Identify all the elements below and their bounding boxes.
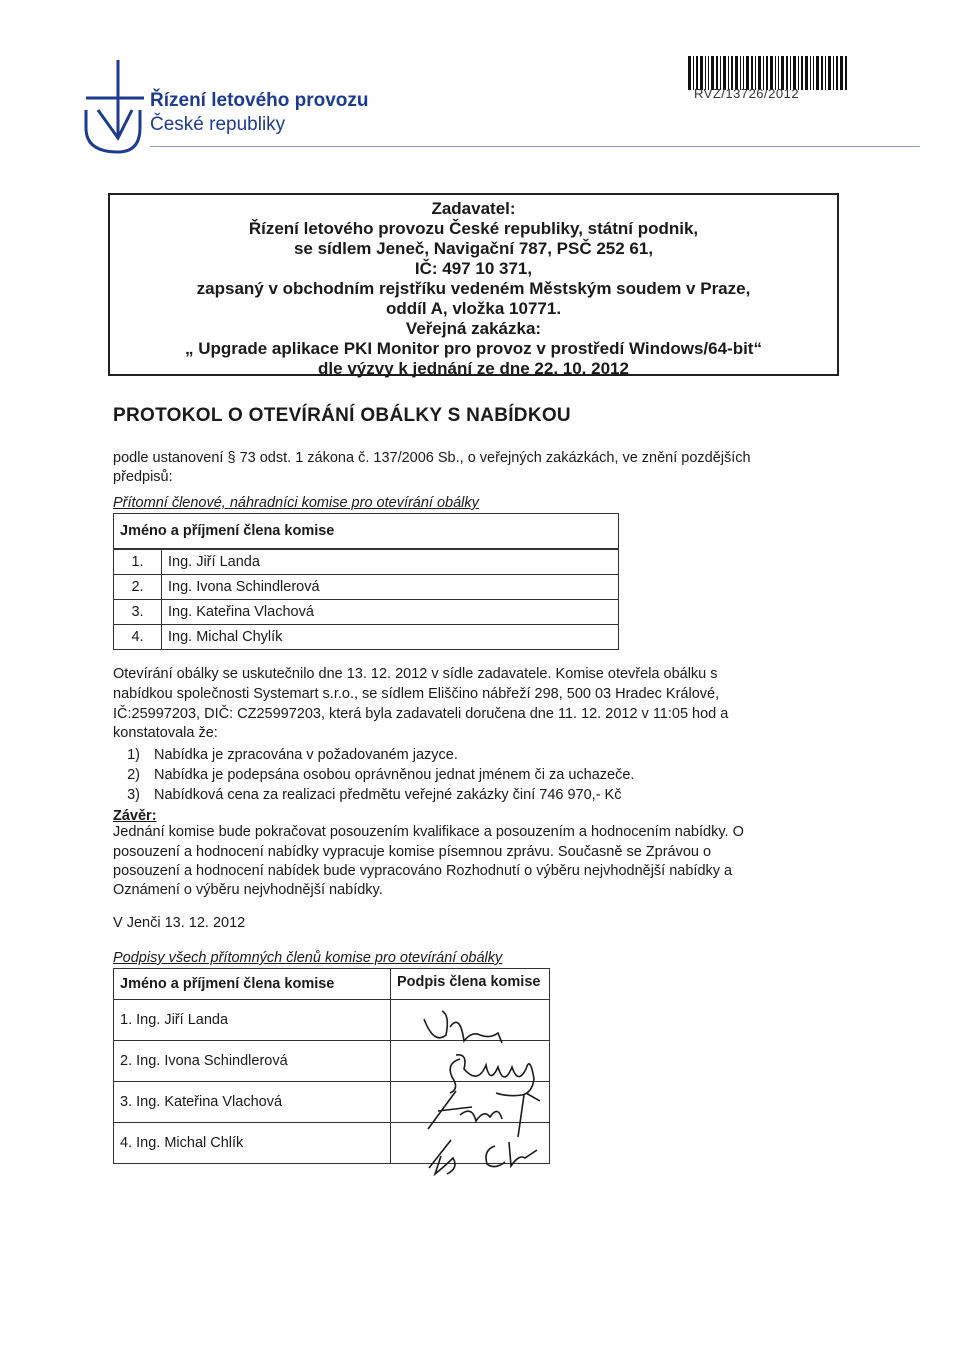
finding-num: 2) [127, 767, 140, 783]
box-line-3: se sídlem Jeneč, Navigační 787, PSČ 252 61, [293, 239, 654, 258]
members-header-cell: Jméno a příjmení člena komise [114, 514, 619, 550]
table-row [114, 600, 619, 625]
opening-line2: nabídkou společnosti Systemart s.r.o., se sídlem Eliščino nábřeží 298, 500 03 Hradec Králové, [113, 686, 720, 702]
reference-number: RVZ/13726/2012 [694, 86, 800, 101]
members-table-header [114, 514, 619, 550]
protocol-title: PROTOKOL O OTEVÍRÁNÍ OBÁLKY S NABÍDKOU [113, 405, 571, 426]
sig-member-name: 1. Ing. Jiří Landa [114, 1000, 391, 1041]
finding-num: 1) [127, 747, 140, 763]
header-rule [150, 146, 920, 147]
box-line-8: „ Upgrade aplikace PKI Monitor pro provoz v prostředí Windows/64-bit“ [185, 339, 762, 358]
conclusion-line4: Oznámení o výběru nejvhodnější nabídky. [113, 882, 383, 898]
member-name: Ing. Jiří Landa [162, 549, 619, 575]
conclusion-line3: posouzení a hodnocení nabídek bude vypracováno Rozhodnutí o výběru nejvhodnější nabídky a [113, 863, 733, 879]
member-num: 2. [114, 575, 162, 600]
opening-line4: konstatovala že: [113, 725, 218, 741]
place-date: V Jenči 13. 12. 2012 [113, 915, 246, 931]
signature-chlik [425, 1128, 545, 1180]
opening-line3: IČ:25997203, DIČ: CZ25997203, která byla zadavateli doručena dne 11. 12. 2012 v 11:05 hod a [113, 706, 729, 722]
member-name: Ing. Kateřina Vlachová [162, 600, 619, 625]
signatures-heading: Podpisy všech přítomných členů komise pro otevírání obálky [113, 950, 503, 966]
box-line-5: zapsaný v obchodním rejstříku vedeném Městským soudem v Praze, [196, 279, 751, 298]
box-line-9: dle výzvy k jednání ze dne 22. 10. 2012 [318, 359, 629, 378]
org-name-line2: České republiky [150, 114, 286, 135]
member-num: 3. [114, 600, 162, 625]
sig-col-name-header: Jméno a příjmení člena komise [114, 969, 391, 1000]
opening-line1: Otevírání obálky se uskutečnilo dne 13. 12. 2012 v sídle zadavatele. Komise otevřela obálku s [113, 666, 718, 682]
box-line-2: Řízení letového provozu České republiky, státní podnik, [248, 219, 699, 238]
table-row [114, 625, 619, 650]
finding-item-1 [118, 746, 458, 765]
conclusion-line2: posouzení a hodnocení nabídky vypracuje komise písemnou zprávu. Současně se Zprávou o [113, 844, 712, 860]
rlp-logo [82, 58, 144, 156]
box-line-6: oddíl A, vložka 10771. [385, 299, 562, 318]
barcode [688, 56, 848, 90]
finding-item-2 [118, 766, 634, 785]
member-num: 4. [114, 625, 162, 650]
members-table [113, 513, 619, 650]
table-row [114, 575, 619, 600]
org-name-line1: Řízení letového provozu [150, 90, 369, 111]
sig-col-signature-header: Podpis člena komise [391, 969, 550, 1000]
contracting-authority-box [108, 193, 839, 376]
conclusion-heading: Závěr: [113, 808, 157, 824]
box-line-7: Veřejná zakázka: [405, 319, 542, 338]
signatures-table-header [114, 969, 550, 1000]
box-line-1: Zadavatel: [431, 199, 516, 218]
law-reference-line1: podle ustanovení § 73 odst. 1 zákona č. 137/2006 Sb., o veřejných zakázkách, ve znění pozdějších [113, 450, 751, 466]
finding-text: Nabídka je podepsána osobou oprávněnou jednat jménem či za uchazeče. [154, 767, 635, 783]
box-line-4: IČ: 497 10 371, [414, 259, 533, 278]
member-num: 1. [114, 549, 162, 575]
sig-member-name: 3. Ing. Kateřina Vlachová [114, 1082, 391, 1123]
finding-text: Nabídková cena za realizaci předmětu veřejné zakázky činí 746 970,- Kč [154, 787, 622, 803]
sig-member-name: 4. Ing. Michal Chlík [114, 1123, 391, 1164]
member-name: Ing. Ivona Schindlerová [162, 575, 619, 600]
member-name: Ing. Michal Chylík [162, 625, 619, 650]
present-members-heading: Přítomní členové, náhradníci komise pro otevírání obálky [113, 495, 479, 511]
law-reference-line2: předpisů: [113, 469, 173, 485]
finding-text: Nabídka je zpracována v požadovaném jazyce. [154, 747, 458, 763]
finding-num: 3) [127, 787, 140, 803]
sig-member-name: 2. Ing. Ivona Schindlerová [114, 1041, 391, 1082]
table-row [114, 549, 619, 575]
finding-item-3 [118, 786, 621, 805]
conclusion-line1: Jednání komise bude pokračovat posouzením kvalifikace a posouzením a hodnocením nabídky. O [113, 824, 744, 840]
